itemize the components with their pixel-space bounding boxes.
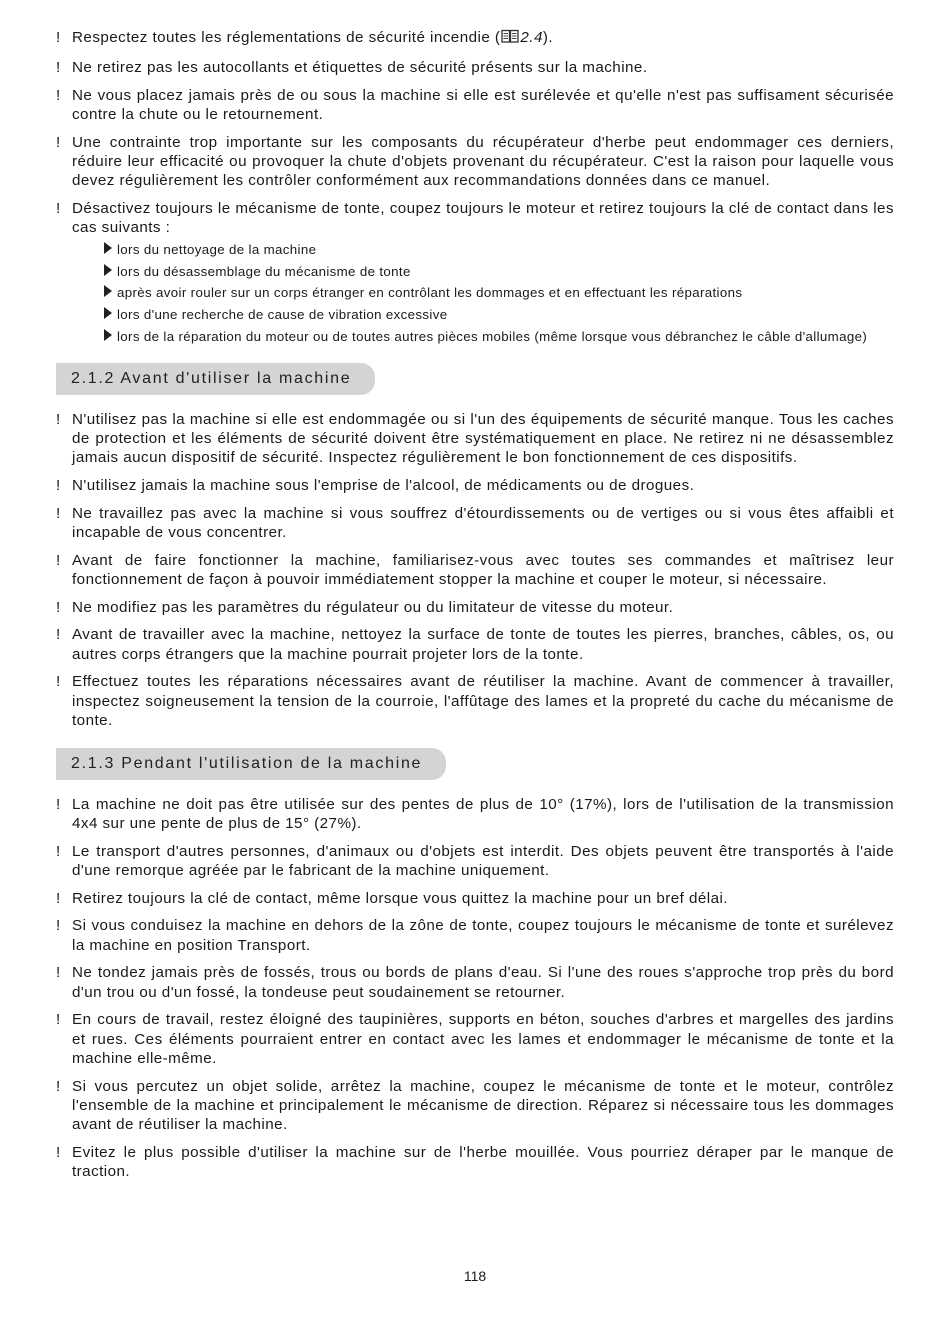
safety-item <box>56 625 894 663</box>
triangle-right-icon <box>104 307 112 319</box>
safety-item <box>56 598 894 617</box>
section-reference: 2.4 <box>520 29 543 46</box>
warning-marker: ! <box>56 626 61 644</box>
warning-marker: ! <box>56 476 61 494</box>
safety-item <box>56 963 894 1001</box>
warning-marker: ! <box>56 917 61 935</box>
safety-text: Ne tondez jamais près de fossés, trous ou bords de plans d'eau. Si l'une des roues s'approche trop près du bord d'un trou ou d'un fossé, la tondeuse peut soudainement se retourner. <box>72 964 894 1001</box>
safety-item <box>56 199 894 237</box>
triangle-right-icon <box>104 264 112 276</box>
safety-text: Le transport d'autres personnes, d'animaux ou d'objets est interdit. Des objets peuvent être transportés à l'aide d'une remorque agréée par le fabricant de la machine uniquement. <box>72 842 894 879</box>
safety-item <box>56 133 894 191</box>
page-content <box>56 28 894 1190</box>
warning-marker: ! <box>56 410 61 428</box>
safety-text: Ne retirez pas les autocollants et étiquettes de sécurité présents sur la machine. <box>72 58 648 76</box>
warning-marker: ! <box>56 1077 61 1095</box>
safety-text: Evitez le plus possible d'utiliser la machine sur de l'herbe mouillée. Vous pourriez déraper par le manque de traction. <box>72 1143 894 1180</box>
safety-item <box>56 410 894 468</box>
safety-item <box>56 889 894 908</box>
safety-item <box>56 842 894 880</box>
list-item: lors du nettoyage de la machine <box>103 241 894 258</box>
safety-text: Avant de faire fonctionner la machine, familiarisez-vous avec toutes ses commandes et maîtrisez leur fonctionnement de façon à pouvoir immédiatement stopper la machine et couper le moteur, si nécessaire. <box>72 551 894 588</box>
warning-marker: ! <box>56 86 61 104</box>
safety-item <box>56 551 894 589</box>
warning-marker: ! <box>56 199 61 217</box>
safety-text: Ne modifiez pas les paramètres du régulateur ou du limitateur de vitesse du moteur. <box>72 598 674 616</box>
safety-text: Une contrainte trop importante sur les composants du récupérateur d'herbe peut endommager ces derniers, réduire leur efficacité ou provoquer la chute d'objets provenant du récupérateur. C'est la raison pour laquelle vous devez régulièrement les contrôler conformément aux recommandations données dans ce manuel. <box>72 133 894 189</box>
warning-marker: ! <box>56 842 61 860</box>
case-list <box>103 241 894 344</box>
warning-marker: ! <box>56 964 61 982</box>
safety-text: N'utilisez jamais la machine sous l'emprise de l'alcool, de médicaments ou de drogues. <box>72 476 695 494</box>
book-icon <box>501 29 519 49</box>
safety-item <box>56 916 894 954</box>
warning-marker: ! <box>56 889 61 907</box>
safety-item <box>56 1010 894 1068</box>
warning-marker: ! <box>56 133 61 151</box>
safety-text: Effectuez toutes les réparations nécessaires avant de réutiliser la machine. Avant de commencer à travailler, inspectez soigneusement la tension de la courroie, l'affûtage des lames et la propreté du cache du mécanisme de tonte. <box>72 673 894 729</box>
triangle-right-icon <box>104 285 112 297</box>
warning-marker: ! <box>56 504 61 522</box>
list-item: après avoir rouler sur un corps étranger en contrôlant les dommages et en effectuant les réparations <box>103 284 894 301</box>
list-item: lors d'une recherche de cause de vibration excessive <box>103 306 894 323</box>
safety-text: La machine ne doit pas être utilisée sur des pentes de plus de 10° (17%), lors de l'utilisation de la transmission 4x4 sur une pente de plus de 15° (27%). <box>72 795 894 832</box>
safety-item <box>56 795 894 833</box>
safety-item <box>56 1077 894 1135</box>
safety-item <box>56 58 894 77</box>
warning-marker: ! <box>56 58 61 76</box>
triangle-right-icon <box>104 329 112 341</box>
safety-text: Si vous percutez un objet solide, arrêtez la machine, coupez le mécanisme de tonte et le moteur, contrôlez l'ensemble de la machine et principalement le mécanisme de direction. Réparez si nécessaire tous les dommages avant de réutiliser la machine. <box>72 1077 894 1133</box>
warning-marker: ! <box>56 673 61 691</box>
safety-text: N'utilisez pas la machine si elle est endommagée ou si l'un des équipements de sécurité manque. Tous les caches de protection et les éléments de sécurité doivent être systématiquement en place. Ne retirez ni ne désassemblez jamais aucun dispositif de sécurité. Inspectez régulièrement le bon fonctionnement de ces dispositifs. <box>72 410 894 466</box>
safety-text: Avant de travailler avec la machine, nettoyez la surface de tonte de toutes les pierres, branches, câbles, os, ou autres corps étrangers que la machine pourrait projeter lors de la tonte. <box>72 626 894 663</box>
safety-item <box>56 476 894 495</box>
safety-item <box>56 672 894 730</box>
safety-text: En cours de travail, restez éloigné des taupinières, supports en béton, souches d'arbres et margelles des jardins et rues. Ces éléments pourraient entrer en contact avec les lames et endommager le mécanisme de tonte et la machine elle-même. <box>72 1011 894 1067</box>
safety-item <box>56 86 894 124</box>
safety-text: Désactivez toujours le mécanisme de tonte, coupez toujours le moteur et retirez toujours la clé de contact dans les cas suivants : <box>72 199 894 236</box>
safety-text: Retirez toujours la clé de contact, même lorsque vous quittez la machine pour un bref délai. <box>72 889 728 907</box>
warning-marker: ! <box>56 1011 61 1029</box>
warning-marker: ! <box>56 29 61 46</box>
warning-marker: ! <box>56 1143 61 1161</box>
safety-item <box>56 504 894 542</box>
list-item: lors de la réparation du moteur ou de toutes autres pièces mobiles (même lorsque vous débranchez le câble d'allumage) <box>103 328 894 345</box>
warning-marker: ! <box>56 598 61 616</box>
warning-marker: ! <box>56 551 61 569</box>
section-heading-2-1-2: 2.1.2 Avant d'utiliser la machine <box>56 363 375 395</box>
safety-text: Ne travaillez pas avec la machine si vous souffrez d'étourdissements ou de vertiges ou si vous êtes affaibli et incapable de vous concentrer. <box>72 504 894 541</box>
section-heading-2-1-3: 2.1.3 Pendant l'utilisation de la machine <box>56 748 446 780</box>
safety-item: ! Respectez toutes les réglementations de sécurité incendie ( 2.4). <box>56 28 894 49</box>
safety-text: Si vous conduisez la machine en dehors de la zône de tonte, coupez toujours le mécanisme de tonte et surélevez la machine en position Transport. <box>72 917 894 954</box>
page-number: 118 <box>463 1268 487 1284</box>
safety-text: Respectez toutes les réglementations de sécurité incendie ( <box>72 29 501 46</box>
safety-text: Ne vous placez jamais près de ou sous la machine si elle est surélevée et qu'elle n'est pas suffisament sécurisée contre la chute ou le retournement. <box>72 86 894 123</box>
safety-item <box>56 1143 894 1181</box>
warning-marker: ! <box>56 795 61 813</box>
list-item: lors du désassemblage du mécanisme de tonte <box>103 263 894 280</box>
triangle-right-icon <box>104 242 112 254</box>
